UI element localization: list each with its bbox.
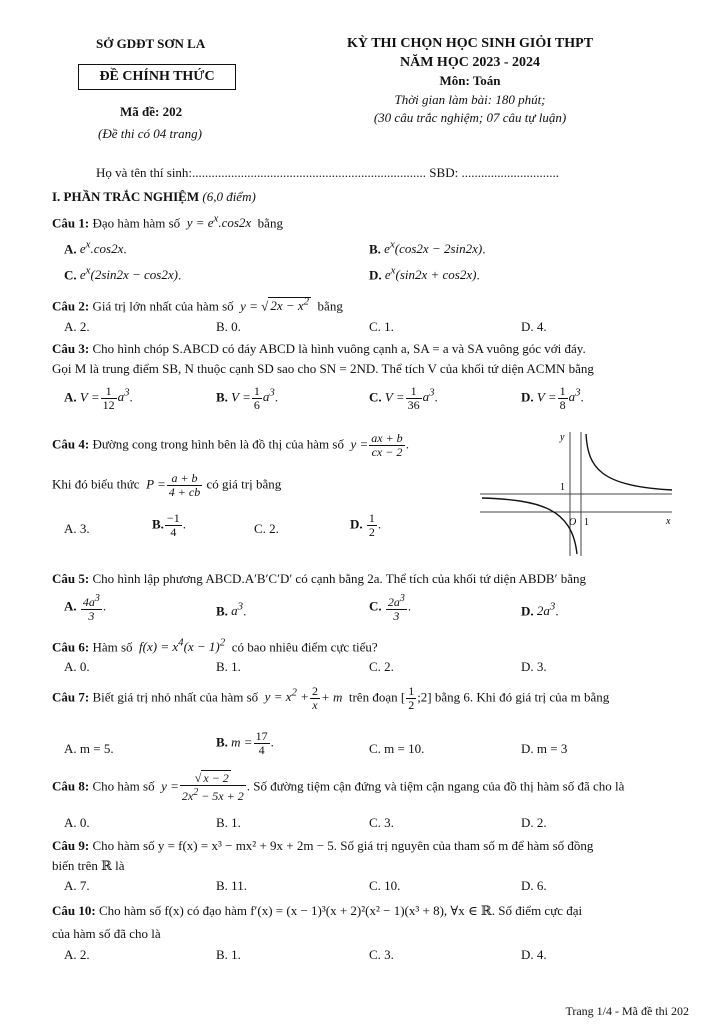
exam-structure: (30 câu trắc nghiệm; 07 câu tự luận) bbox=[373, 110, 567, 125]
question-1: Câu 1: Đạo hàm hàm số $y = e^x.\cos 2x$ bằng bbox=[52, 213, 283, 231]
q8-option-c[interactable]: C. 3. bbox=[369, 815, 394, 830]
y-label: y bbox=[560, 432, 565, 443]
hyperbola-graph bbox=[480, 428, 678, 558]
q1-option-d[interactable]: D. $e^x(\sin 2x + \cos 2x)$. bbox=[369, 265, 480, 283]
question-4-line2: Khi đó biểu thức P = $\frac{a + b}{4 + cb}$ có giá trị bằng bbox=[52, 471, 282, 499]
exam-title: KỲ THI CHỌN HỌC SINH GIỎI THPT bbox=[346, 36, 594, 51]
q10-option-d[interactable]: D. 4. bbox=[521, 947, 547, 962]
question-7: Câu 7: Biết giá trị nhỏ nhất của hàm số $y = x^2$ + $\frac{2}{x}$ + m trên đoạn [ $\frac{1}{2}$ ;2] bằng 6. Khi đó giá trị của m bằng bbox=[52, 683, 610, 712]
q3-option-d[interactable]: D. V = $\frac{1}{8}$ $a^3$. bbox=[521, 383, 584, 412]
curve-left-branch bbox=[482, 498, 577, 554]
q9-option-c[interactable]: C. 10. bbox=[369, 878, 401, 893]
q6-option-b[interactable]: B. 1. bbox=[216, 659, 241, 674]
question-9-line2: biến trên ℝ là bbox=[52, 858, 125, 873]
curve-right-branch bbox=[586, 434, 672, 490]
question-5: Câu 5: Cho hình lập phương ABCD.A′B′C′D′ có cạnh bằng 2a. Thể tích của khối tứ diện ABDB′ bằng bbox=[52, 571, 586, 586]
q10-option-b[interactable]: B. 1. bbox=[216, 947, 241, 962]
q5-option-a[interactable]: A. $\frac{4a^3}{3}$ . bbox=[64, 593, 107, 623]
q5-option-d[interactable]: D. $2a^3$. bbox=[521, 601, 559, 619]
q3-option-c[interactable]: C. V = $\frac{1}{36}$ $a^3$. bbox=[369, 383, 438, 412]
q2-option-b[interactable]: B. 0. bbox=[216, 319, 241, 334]
page-count: (Đề thi có 04 trang) bbox=[98, 126, 202, 141]
question-10-line2: của hàm số đã cho là bbox=[52, 926, 161, 941]
department: SỞ GDĐT SƠN LA bbox=[96, 36, 206, 51]
q10-option-a[interactable]: A. 2. bbox=[64, 947, 90, 962]
q4-option-a[interactable]: A. 3. bbox=[64, 521, 90, 536]
q7-option-a[interactable]: A. m = 5. bbox=[64, 741, 114, 756]
q9-option-d[interactable]: D. 6. bbox=[521, 878, 547, 893]
q2-option-d[interactable]: D. 4. bbox=[521, 319, 547, 334]
x-label: x bbox=[666, 516, 671, 527]
x-one-label: 1 bbox=[584, 517, 589, 528]
q7-option-d[interactable]: D. m = 3 bbox=[521, 741, 568, 756]
question-9: Câu 9: Cho hàm số y = f(x) = x³ − mx² + 9x + 2m − 5. Số giá trị nguyên của tham số m để hàm số đồng bbox=[52, 838, 594, 853]
exam-code: Mã đề: 202 bbox=[120, 104, 183, 119]
official-stamp: ĐỀ CHÍNH THỨC bbox=[78, 64, 236, 90]
q3-option-b[interactable]: B. V = $\frac{1}{6}$ $a^3$. bbox=[216, 383, 279, 412]
school-year: NĂM HỌC 2023 - 2024 bbox=[400, 55, 540, 70]
q8-option-a[interactable]: A. 0. bbox=[64, 815, 90, 830]
q5-option-b[interactable]: B. $a^3$. bbox=[216, 601, 247, 619]
section-heading: I. PHẦN TRẮC NGHIỆM (6,0 điểm) bbox=[52, 189, 256, 204]
q6-option-d[interactable]: D. 3. bbox=[521, 659, 547, 674]
q4-option-d[interactable]: D. $\frac{1}{2}$ . bbox=[350, 511, 382, 539]
q4-option-b[interactable]: B. $\frac{-1}{4}$ . bbox=[152, 511, 186, 539]
q1-option-a[interactable]: A. $e^x.\cos 2x$. bbox=[64, 239, 127, 257]
question-6: Câu 6: Hàm số $f(x) = x^4(x - 1)^2$ có bao nhiêu điểm cực tiểu? bbox=[52, 637, 378, 655]
y-one-label: 1 bbox=[560, 482, 565, 493]
q7-option-b[interactable]: B. m = $\frac{17}{4}$ . bbox=[216, 729, 274, 757]
q9-option-b[interactable]: B. 11. bbox=[216, 878, 247, 893]
question-3-line2: Gọi M là trung điểm SB, N thuộc cạnh SD sao cho SN = 2ND. Thể tích V của khối tứ diện ACMN bằng bbox=[52, 361, 594, 376]
q7-option-c[interactable]: C. m = 10. bbox=[369, 741, 425, 756]
q1-option-b[interactable]: B. $e^x(\cos 2x - 2\sin 2x)$. bbox=[369, 239, 486, 257]
q5-option-c[interactable]: C. $\frac{2a^3}{3}$ . bbox=[369, 593, 412, 623]
q10-option-c[interactable]: C. 3. bbox=[369, 947, 394, 962]
q2-option-a[interactable]: A. 2. bbox=[64, 319, 90, 334]
q3-option-a[interactable]: A. V = $\frac{1}{12}$ $a^3$. bbox=[64, 383, 133, 412]
q9-option-a[interactable]: A. 7. bbox=[64, 878, 90, 893]
q2-option-c[interactable]: C. 1. bbox=[369, 319, 394, 334]
q6-option-c[interactable]: C. 2. bbox=[369, 659, 394, 674]
page-footer: Trang 1/4 - Mã đề thi 202 bbox=[565, 1004, 689, 1018]
q6-option-a[interactable]: A. 0. bbox=[64, 659, 90, 674]
candidate-line: Họ và tên thí sinh:........................................................................ SBD: .............................. bbox=[96, 165, 559, 180]
question-2: Câu 2: Giá trị lớn nhất của hàm số y = √ $2x - x^2$ bằng bbox=[52, 296, 343, 314]
subject: Môn: Toán bbox=[439, 73, 501, 88]
q1-option-c[interactable]: C. $e^x(2\sin 2x - \cos 2x)$. bbox=[64, 265, 182, 283]
q8-option-d[interactable]: D. 2. bbox=[521, 815, 547, 830]
question-10: Câu 10: Cho hàm số f(x) có đạo hàm f′(x) = (x − 1)³(x + 2)²(x² − 1)(x³ + 8), ∀x ∈ ℝ. Số điểm cực đại bbox=[52, 903, 583, 918]
origin-label: O bbox=[569, 517, 577, 528]
question-8: Câu 8: Cho hàm số y = $\frac{√ x - 2}{2x^2 - 5x + 2}$ . Số đường tiệm cận đứng và tiệm cận ngang của đồ thị hàm số đã cho là bbox=[52, 771, 625, 803]
time-limit: Thời gian làm bài: 180 phút; bbox=[394, 92, 546, 107]
q4-option-c[interactable]: C. 2. bbox=[254, 521, 279, 536]
question-3: Câu 3: Cho hình chóp S.ABCD có đáy ABCD là hình vuông cạnh a, SA = a và SA vuông góc với đáy. bbox=[52, 341, 586, 356]
question-4: Câu 4: Đường cong trong hình bên là đồ thị của hàm số y = $\frac{ax + b}{cx - 2}$ . bbox=[52, 431, 409, 459]
q8-option-b[interactable]: B. 1. bbox=[216, 815, 241, 830]
